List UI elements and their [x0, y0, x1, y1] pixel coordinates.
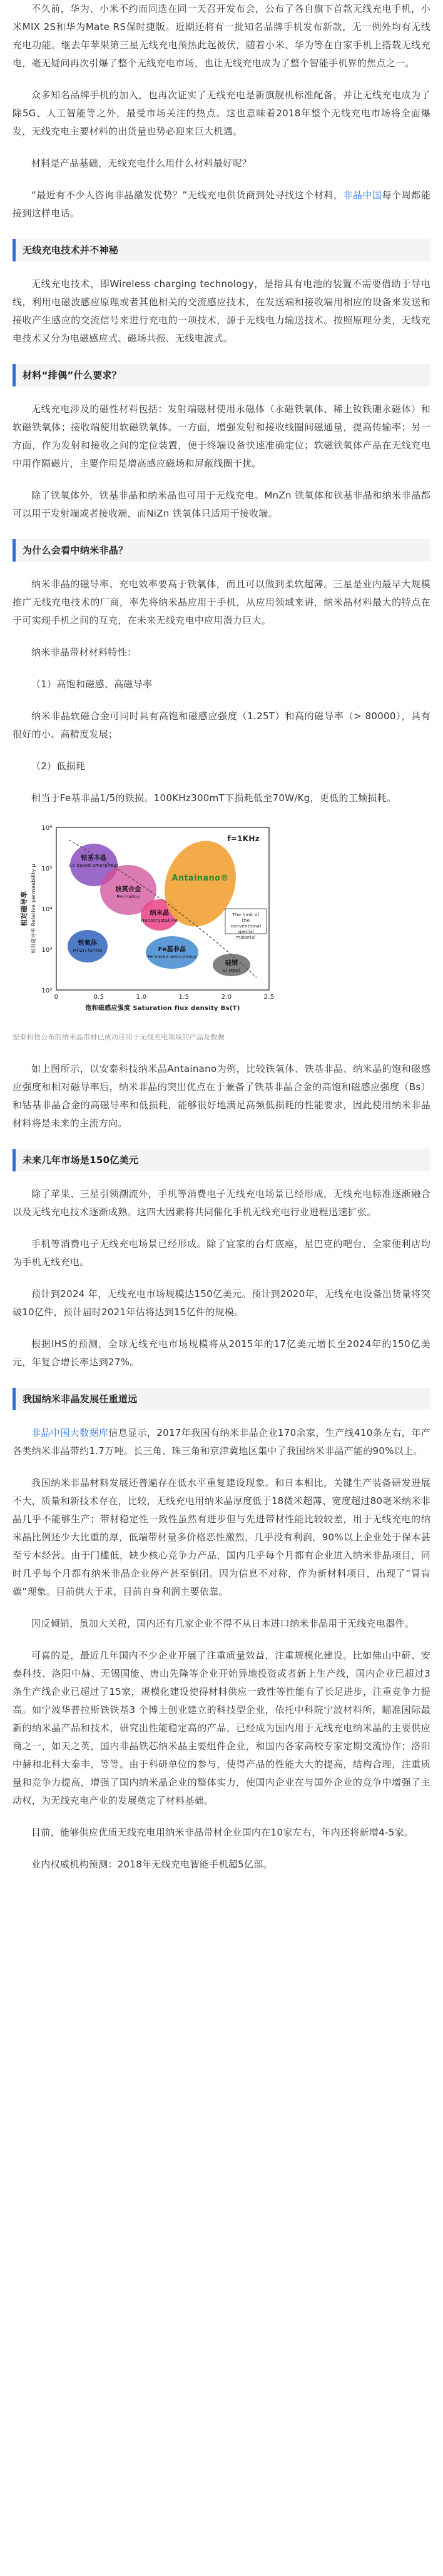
section-heading-3: [13, 539, 430, 562]
section-heading-2: [13, 364, 430, 386]
x-tick-label: 2.5: [263, 994, 275, 1001]
section-accent-bar: [13, 239, 16, 261]
y-tick-label: 10³: [41, 947, 53, 954]
region-sublabel: Nanocrystalline: [141, 918, 178, 923]
s3-paragraph-2: 纳米非晶带材材料特性：: [31, 647, 137, 658]
s3-paragraph-1: 纳米非晶的磁导率、充电效率要高于铁氧体，而且可以做到柔软超薄。三星是业内最早大规模推广无线充电技术的厂商，率先将纳米晶应用于手机，从应用领域来讲，纳米晶材料最大的特点在于可实现手机之间的互充，在未来无线充电中应用潜力巨大。: [13, 578, 430, 626]
region-sublabel: Co based amorphous: [69, 863, 119, 868]
s3-after-paragraph: 如上图所示，以安泰科技纳米晶Antainano为例，比较铁氧体、铁基非晶、纳米晶的饱和磁感应强度和相对磁导率后，纳米非晶的突出优点在于兼备了铁基非晶合金的高饱和磁感应强度（Bs）和钴基非晶合金的高磁导率和低损耗，能够很好地满足高频低损耗的性能要求，因此使用纳米非晶材料将是未来的主流方向。: [13, 1063, 430, 1129]
section-heading-1: [13, 239, 430, 261]
s3-list-item-4: 相当于Fe基非晶1/5的铁损。100KHz300mT下损耗低至70W/Kg，更低的工频损耗。: [31, 792, 397, 804]
section-accent-bar: [13, 1149, 16, 1171]
region-label: 钴基非晶: [81, 855, 107, 862]
s5-paragraph-2: 我国纳米非晶材料发展还普遍存在低水平重复建设现象。和日本相比，关键生产装备研发进展不大，质量和新技术存在，比较，无线充电用纳米晶厚度低于18微米超薄、宽度超过80毫米纳米非晶几乎不能够生产；带材稳定性一致性虽然有进步但与先进带材性能比较较差，用于无线充电的纳米晶比例还少大比重的厚，低端带材量多价格恶性激烈，几乎没有利润，90%以上企业处于保本甚至亏本经营。由于门槛低，缺少核心竞争力产品，国内几乎每个月都有企业进入纳米非晶项目，同时几乎每个月都有纳米非晶企业停产甚至倒闭。因为信息不对称，作为新材料项目，出现了“冒盲碳”现象。目前供大于求，目前自身利润主要依靠。: [13, 1477, 430, 1597]
intro-paragraph-1: 不久前，华为、小米不约而同选在同一天召开发布会，公布了各自旗下首款无线充电手机，小米MIX 2S和华为Mate RS保时捷版。近期还将有一批知名品牌手机发布新款，无一例外均有无线充电功能。继去年苹果第三星无线充电预热此起彼伏，随着小米、华为等在自家手机上搭载无线充电，毫无疑问再次引爆了整个无线充电市场，也让无线充电成为了整个智能手机界的焦点之一。: [13, 3, 430, 69]
x-tick-label: 1.5: [178, 994, 190, 1001]
limit-note-text: the: [242, 918, 250, 923]
region-sublabel: MnZn ferrite: [73, 948, 103, 953]
intro-paragraph-4: [13, 186, 430, 223]
section-accent-bar: [13, 364, 16, 386]
section-title-4: 未来几年市场是150亿美元: [23, 1154, 139, 1166]
intro-paragraph-2: 众多知名品牌手机的加入，也再次证实了无线充电是新旗舰机标准配备，并让无线充电成为了除5G、人工智能等之外，最受市场关注的热点。这也意味着2018年整个无线充电市场将全面爆发，无线充电主要材料的出货量也势必迎来巨大机遇。: [13, 89, 430, 137]
region-sublabel: Fe based amorphous: [147, 954, 197, 959]
permeability-chart: [13, 821, 430, 1028]
region-label: 硅钢: [225, 960, 238, 967]
section-title-2: 材料“排偶”什么要求？: [23, 370, 122, 381]
s2-paragraph-2: 除了铁氧体外，铁基非晶和纳米晶也可用于无线充电。MnZn 铁氧体和铁基非晶和纳米非晶都可以用于发射端或者接收端，而NiZn 铁氧体只适用于接收端。: [13, 490, 430, 519]
feijing-database-link[interactable]: 非晶中国大数据库: [31, 1427, 109, 1438]
y-tick-label: 10⁵: [41, 866, 53, 872]
section-accent-bar: [13, 1388, 16, 1410]
section-title-3: 为什么会看中纳米非晶？: [23, 545, 128, 556]
s4-paragraph-2: 手机等消费电子无线充电场景已经形成。除了宜家的台灯底座，星巴克的吧台、全家便利店均为手机无线充电。: [13, 1238, 430, 1268]
x-tick-label: 0.5: [93, 994, 104, 1001]
x-axis-label: 饱和磁感应强度 Saturation flux density Bs(T): [85, 1005, 240, 1012]
s3-list-item-3: （2）低损耗: [31, 760, 86, 772]
region-label: Fe基非晶: [158, 946, 186, 953]
section-heading-5: [13, 1388, 430, 1410]
region-label: 纳米晶: [150, 910, 170, 917]
chart-condition: f=1KHz: [227, 834, 260, 843]
s4-paragraph-1: 除了苹果、三星引领潮流外，手机等消费电子无线充电场景已经形成，无线充电标准逐渐融合以及无线充电技术逐渐成熟。这四大因素将共同催化手机无线充电行业进程迅速扩张。: [13, 1188, 430, 1218]
chart-caption: 安泰科技公布的纳米晶带材已成功应用于无线充电领域的产品及数据: [13, 1033, 225, 1041]
region-sublabel: Si steel: [223, 968, 240, 973]
y-tick-label: 10⁶: [41, 825, 53, 832]
region-sublabel: Permalloy: [116, 894, 140, 899]
limit-note-text: special: [237, 929, 255, 934]
intro-paragraph-3: 材料是产品基础，无线充电什么用什么材料最好呢？: [31, 158, 252, 169]
s5-paragraph-6: 业内权威机构预测：2018年无线充电智能手机超5亿部。: [31, 1859, 273, 1870]
x-tick-label: 0: [54, 994, 59, 1001]
s2-paragraph-1: 无线充电涉及的磁性材料包括：发射端磁材使用永磁体（永磁铁氧体、稀土钕铁硼永磁体）和软磁铁氧体；接收端使用软磁铁氧体。一方面，增强发射和接收线圈间磁通量，提高传输率；另一方面，作为发射和接收之间的定位装置，便于终端设备快速准确定位；软磁铁氧体产品在无线充电中用作隔磁片，主要作用是增高感应磁场和屏蔽线圈干扰。: [13, 403, 430, 469]
feijing-china-link[interactable]: 非晶中国: [343, 189, 382, 201]
s5-paragraph-3: 因反倾销，虽加大关税，国内还有几家企业不得不从日本进口纳米非晶用于无线充电器件。: [31, 1618, 415, 1629]
y-tick-label: 10⁴: [41, 906, 53, 913]
s4-paragraph-4: 根据IHS的预测，全球无线充电市场规模将从2015年的17亿美元增长至2024年的150亿美元，年复合增长率达到27%。: [13, 1338, 430, 1368]
s5-paragraph-1-text: 信息显示，2017年我国有纳米非晶企业170余家，生产线410条左右，年产各类纳米非晶带约1.7万吨。长三角、珠三角和京津冀地区集中了我国纳米非晶产能的90%以上。: [13, 1427, 430, 1457]
section-heading-4: [13, 1149, 430, 1171]
limit-note-text: conventional: [230, 924, 262, 929]
y-tick-label: 10²: [41, 987, 53, 994]
section-accent-bar: [13, 539, 16, 562]
limit-note-text: The limit of: [232, 912, 260, 917]
s3-list-item-2: 纳米非晶软磁合金可同时具有高饱和磁感应强度（1.25T）和高的磁导率（> 80000），具有很好的小、高精度发展；: [13, 710, 430, 740]
region-label: 坡莫合金: [115, 886, 141, 893]
y-axis-label: 相对磁导率: [20, 891, 28, 927]
permeability-chart-svg: [13, 821, 288, 1021]
intro-question-text: “最近有不少人咨询非晶激发优势？”无线充电供货商到处寻找这个材料，: [31, 189, 344, 201]
s5-paragraph-1: [13, 1424, 430, 1460]
section-title-5: 我国纳米非晶发展任重道远: [23, 1393, 138, 1405]
s4-paragraph-3: 预计到2024 年，无线充电市场规模达150亿美元。预计到2020年，无线充电设备出货量将突破10亿件，预计届时2021年估将达到15亿件的规模。: [13, 1288, 430, 1318]
region-label: Antainano®: [171, 874, 229, 883]
s1-paragraph-1: 无线充电技术，即Wireless charging technology，是指具有电池的装置不需要借助于导电线，利用电磁波感应原理或者其他相关的交流感应技术，在发送端和接收端用相应的设备来发送和接收产生感应的交流信号来进行充电的一项技术，源于无线电力输送技术。按照原理分类，无线充电技术又分为电磁感应式、磁场共振、无线电波式。: [13, 278, 430, 344]
intro-question-tail: 每个周都能接到这样电话。: [13, 189, 430, 219]
limit-note-text: material: [236, 935, 256, 940]
s5-paragraph-4: 可喜的是，最近几年国内不少企业开展了注重质量效益，注重规模化建设。比如佛山中研、安泰科技、洛阳中赫、无锡国能、唐山先隆等企业开始异地投资或者新上生产线，国内企业已超过3 条生产线企业已超过了15家，规模化建设使得材料供应一致性等性能有了长足进步，注重竞争力提高。如宁波华普拉斯铁铁基3 个博士创业建立的科技型企业，依托中科院宁波材料所，瞄准国际最新的纳米晶产品和技术，研究出性能稳定高的产品，已经成为国内用于无线充电纳米晶的主要供应商之一，如天之英，国内非晶铁芯纳米晶主要组件企业，和国内各家高校专家定期交流协作；洛阳中赫和北科大泰丰，等等。由于科研单位的参与，使得产品的性能大大的提高，结构合理，注重质量和竞争力提高，增强了国内纳米晶企业的整体实力，使国内企业在与国外企业的竞争中增强了主动权，为无线充电产业的发展奠定了材料基础。: [13, 1650, 430, 1806]
section-title-1: 无线充电技术并不神秘: [23, 245, 119, 256]
x-tick-label: 2.0: [221, 994, 232, 1001]
x-tick-label: 1.0: [136, 994, 147, 1001]
s3-list-item-1: （1）高饱和磁感、高磁导率: [31, 679, 153, 690]
y-axis-label-en: 相对磁导率 Relative permeability μ: [31, 863, 36, 954]
s5-paragraph-5: 目前，能够供应优质无线充电用纳米非晶带材企业国内在10家左右，年内还将新增4-5家。: [31, 1827, 414, 1838]
region-label: 铁氧体: [78, 940, 98, 947]
